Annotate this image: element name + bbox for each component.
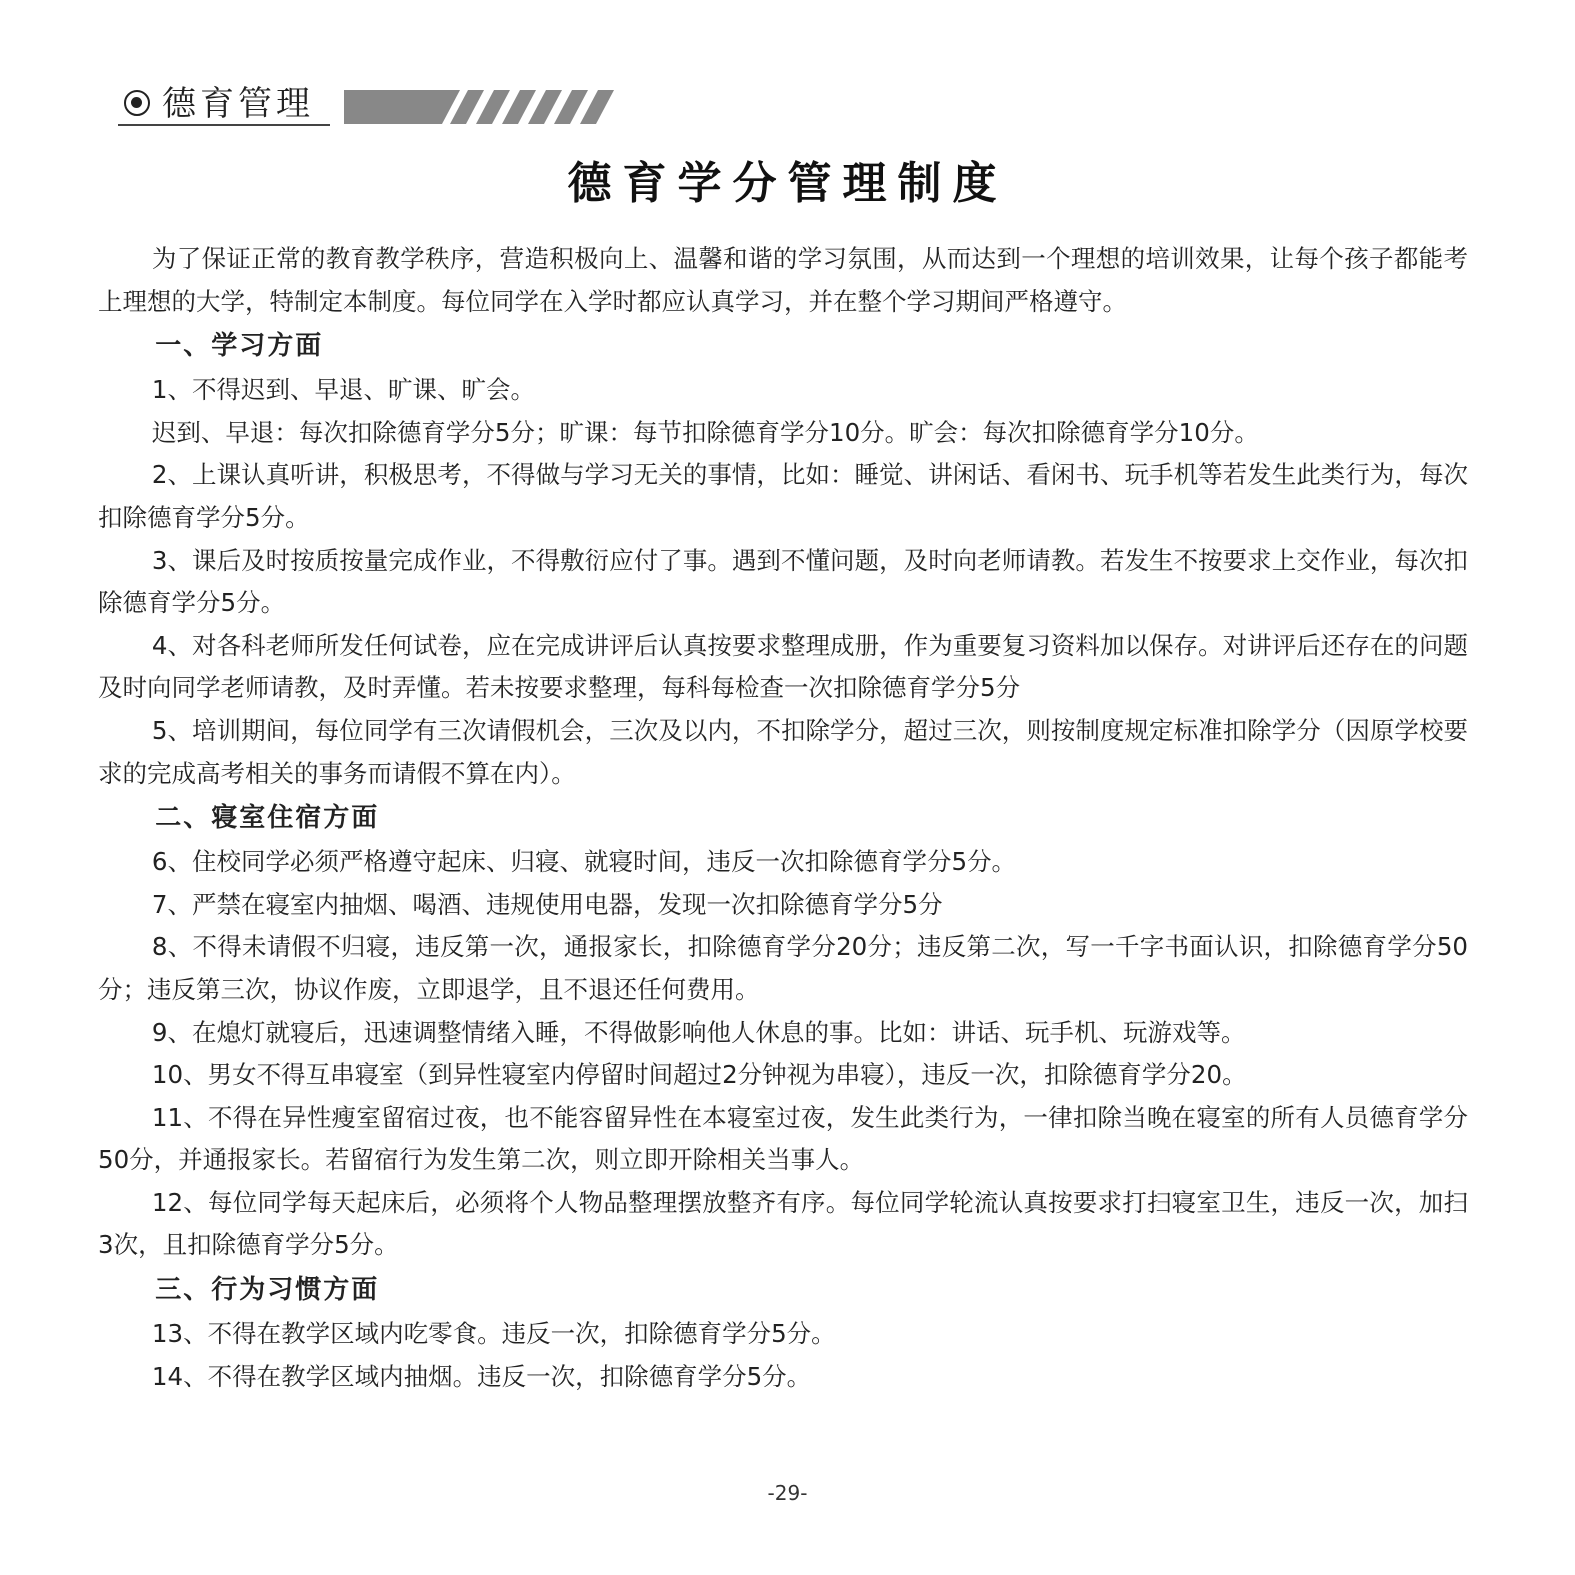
rule-item: 8、不得未请假不归寝，违反第一次，通报家长，扣除德育学分20分；违反第二次，写一千字书面认识，扣除德育学分50分；违反第三次，协议作废，立即退学，且不退还任何费用。 [98, 932, 1468, 1004]
intro-paragraph: 为了保证正常的教育教学秩序，营造积极向上、温馨和谐的学习氛围，从而达到一个理想的培训效果，让每个孩子都能考上理想的大学，特制定本制度。每位同学在入学时都应认真学习，并在整个学习期间严格遵守。 [98, 244, 1468, 316]
header-underline [118, 124, 330, 126]
rule-item: 3、课后及时按质按量完成作业，不得敷衍应付了事。遇到不懂问题，及时向老师请教。若发生不按要求上交作业，每次扣除德育学分5分。 [98, 545, 1468, 618]
rule-item: 12、每位同学每天起床后，必须将个人物品整理摆放整齐有序。每位同学轮流认真按要求打扫寝室卫生，违反一次，加扫3次，且扣除德育学分5分。 [98, 1187, 1468, 1260]
rule-item: 5、培训期间，每位同学有三次请假机会，三次及以内，不扣除学分，超过三次，则按制度规定标准扣除学分（因原学校要求的完成高考相关的事务而请假不算在内）。 [98, 715, 1468, 788]
rule-item: 迟到、早退：每次扣除德育学分5分；旷课：每节扣除德育学分10分。旷会：每次扣除德育学分10分。 [151, 417, 1259, 447]
rule-item: 1、不得迟到、早退、旷课、旷会。 [151, 375, 535, 405]
page-number: -29- [767, 1481, 808, 1505]
rule-item: 4、对各科老师所发任何试卷，应在完成讲评后认真按要求整理成册，作为重要复习资料加以保存。对讲评后还存在的问题及时向同学老师请教，及时弄懂。若未按要求整理，每科每检查一次扣除德育学分5分 [98, 630, 1468, 703]
header-stripe-bar [344, 90, 634, 124]
rule-item: 13、不得在教学区域内吃零食。违反一次，扣除德育学分5分。 [151, 1319, 836, 1349]
section-header [118, 84, 638, 128]
header-bar-solid [344, 90, 460, 124]
rule-item: 6、住校同学必须严格遵守起床、归寝、就寝时间，违反一次扣除德育学分5分。 [151, 847, 1017, 877]
rule-item: 14、不得在教学区域内抽烟。违反一次，扣除德育学分5分。 [151, 1361, 812, 1391]
section-heading-dormitory: 二、寝室住宿方面 [155, 803, 380, 834]
rule-item: 9、在熄灯就寝后，迅速调整情绪入睡，不得做影响他人休息的事。比如：讲话、玩手机、玩游戏等。 [151, 1017, 1246, 1047]
rule-item: 7、严禁在寝室内抽烟、喝酒、违规使用电器，发现一次扣除德育学分5分 [151, 889, 943, 919]
document-title: 德育学分管理制度 [567, 158, 1008, 209]
document-body [98, 238, 1468, 1398]
section-heading-behavior: 三、行为习惯方面 [155, 1275, 380, 1306]
rule-item: 10、男女不得互串寝室（到异性寝室内停留时间超过2分钟视为串寝），违反一次，扣除德育学分20。 [151, 1060, 1247, 1090]
rule-item: 2、上课认真听讲，积极思考，不得做与学习无关的事情，比如：睡觉、讲闲话、看闲书、玩手机等若发生此类行为，每次扣除德育学分5分。 [98, 460, 1468, 532]
target-circle-icon [124, 90, 150, 116]
rule-item: 11、不得在异性瘦室留宿过夜，也不能容留异性在本寝室过夜，发生此类行为，一律扣除当晚在寝室的所有人员德育学分50分，并通报家长。若留宿行为发生第二次，则立即开除相关当事人。 [98, 1102, 1468, 1175]
section-header-title: 德育管理 [162, 84, 314, 124]
section-heading-study: 一、学习方面 [155, 331, 324, 362]
